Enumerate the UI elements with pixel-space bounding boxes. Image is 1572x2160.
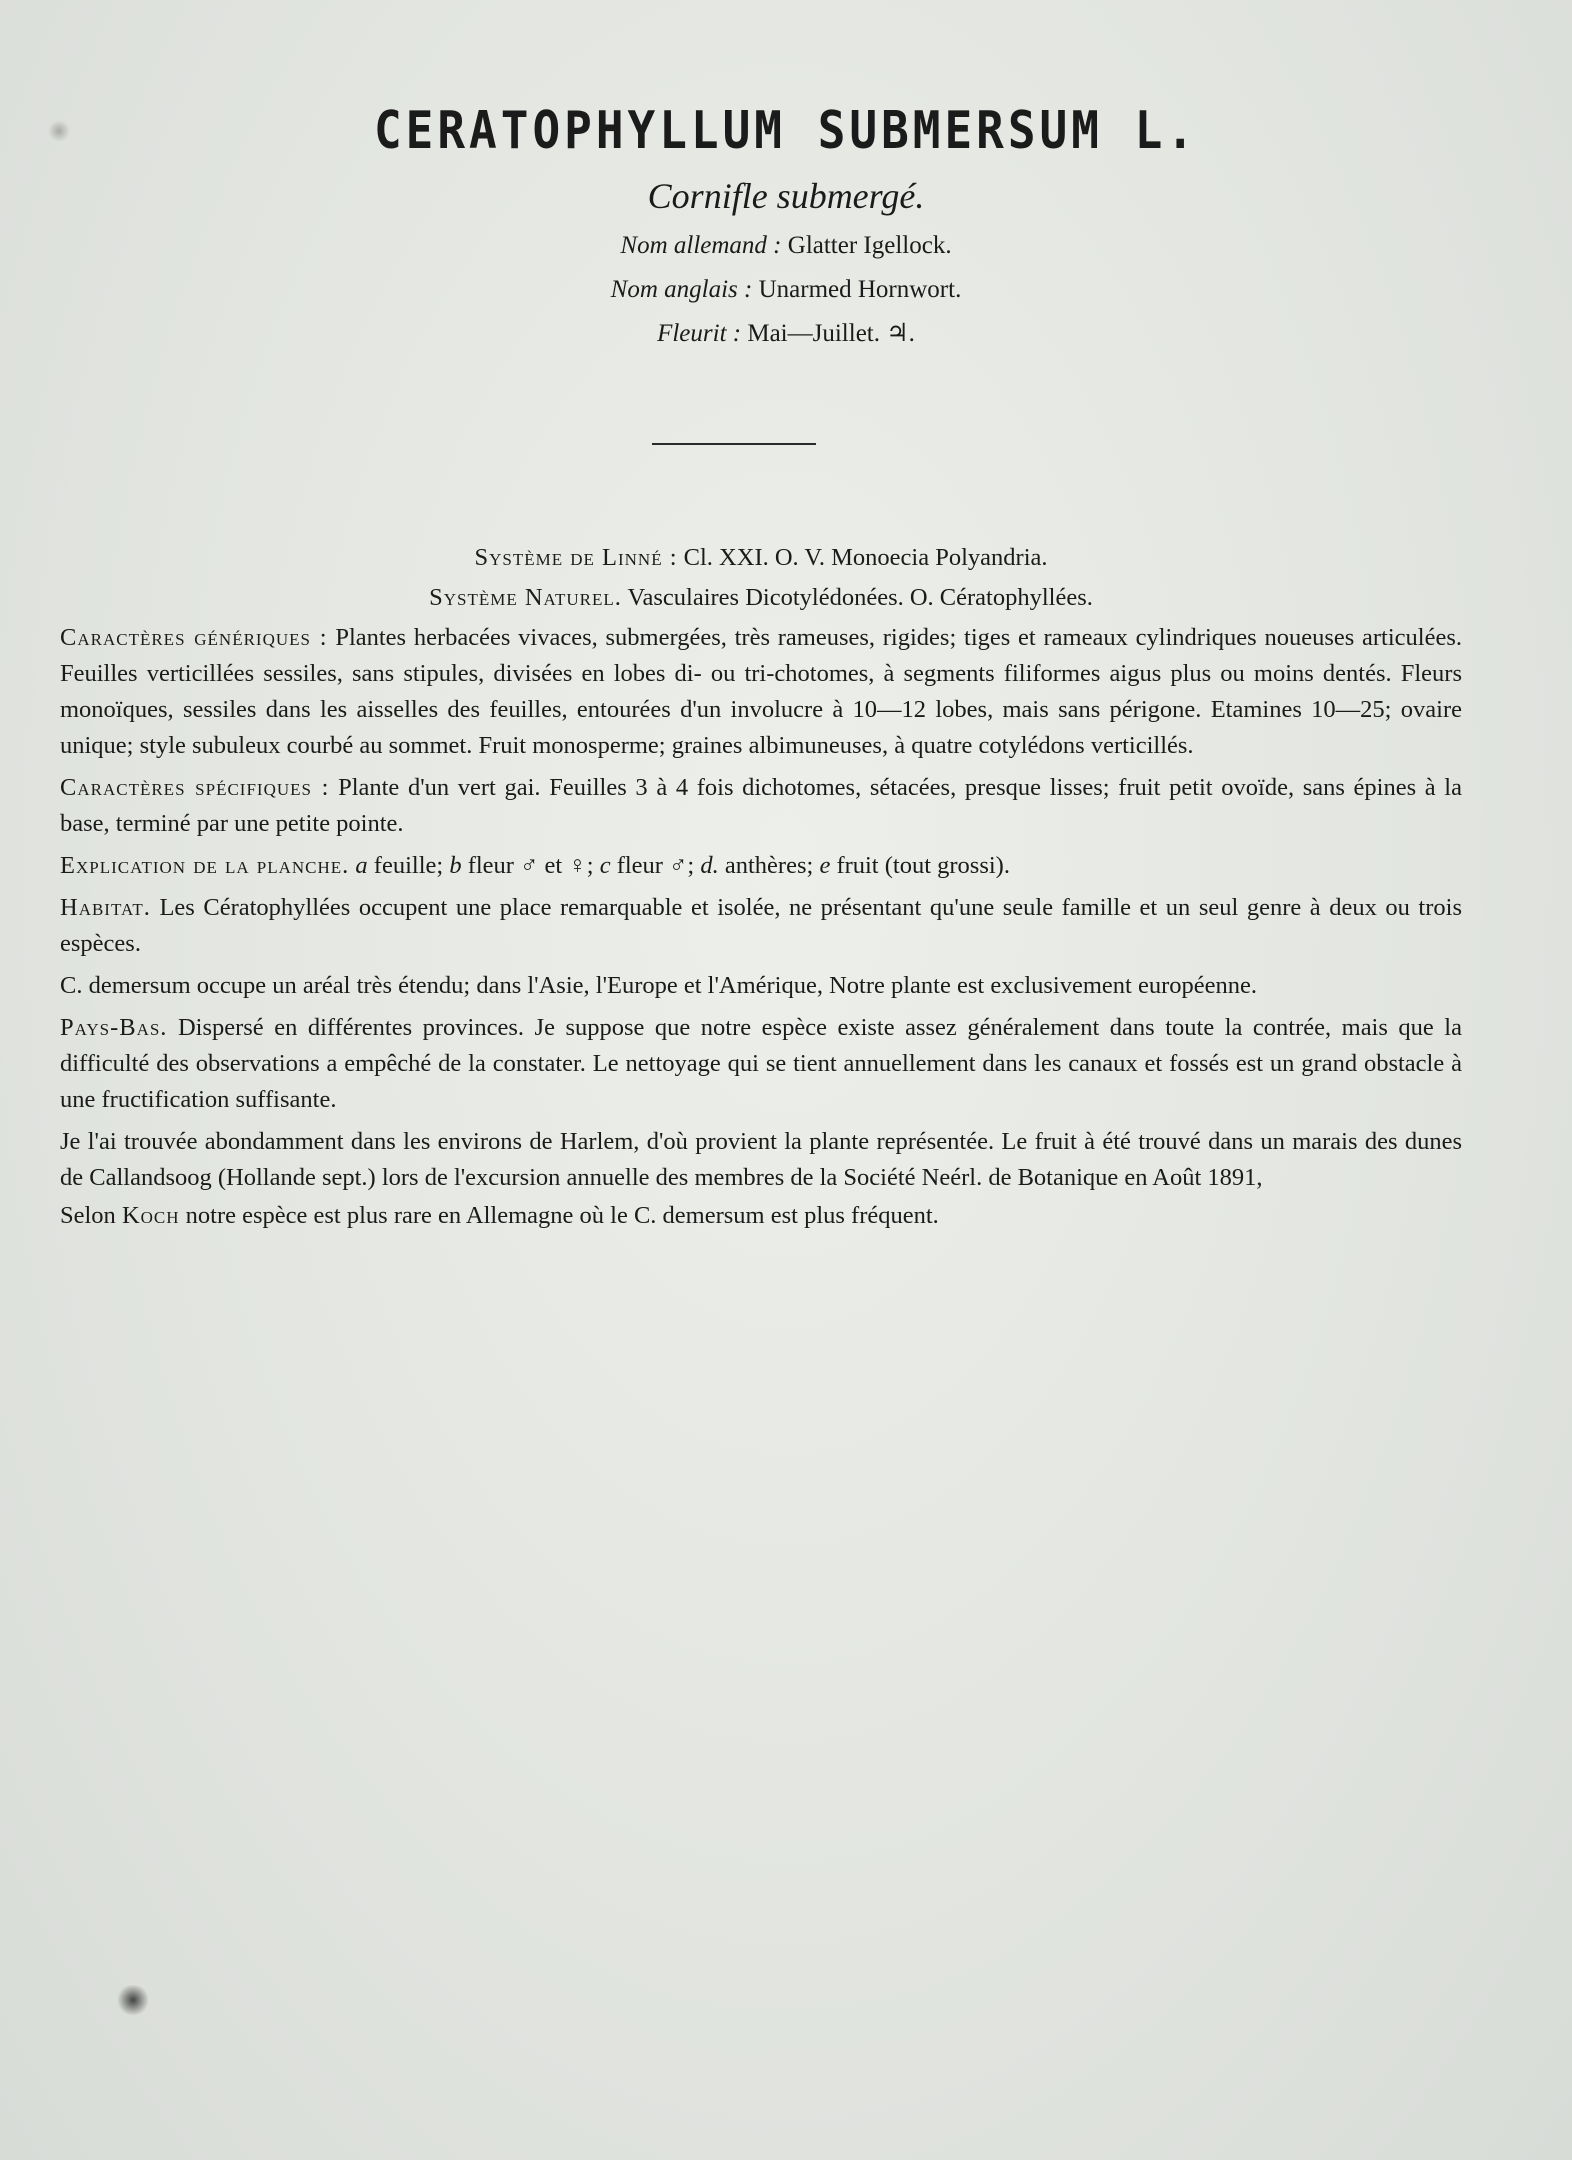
explication-key-a: a	[349, 852, 368, 879]
generic-characters-paragraph	[60, 620, 1462, 764]
explication-text-b: fleur ♂ et ♀;	[461, 852, 600, 879]
koch-post: notre espèce est plus rare en Allemagne où le C. demersum est plus fréquent.	[179, 1202, 939, 1229]
plate-explanation-paragraph	[60, 848, 1462, 884]
linne-system-line	[60, 540, 1462, 576]
demersum-paragraph: C. demersum occupe un aréal très étendu; dans l'Asie, l'Europe et l'Amérique, Notre plante est exclusivement européenne.	[60, 972, 1257, 999]
explication-text-a: feuille;	[367, 852, 450, 879]
english-name-line	[0, 268, 1572, 312]
ink-spot	[116, 1985, 150, 2015]
naturel-label: Système Naturel.	[429, 584, 622, 611]
habitat-label: Habitat.	[60, 894, 151, 921]
german-name-label: Nom allemand :	[620, 232, 782, 259]
german-name-line	[0, 224, 1572, 268]
habitat-text: Les Cératophyllées occupent une place remarquable et isolée, ne présentant qu'une seule famille et un seul genre à deux ou trois espèces.	[60, 894, 1462, 957]
linne-value: Cl. XXI. O. V. Monoecia Polyandria.	[677, 544, 1048, 571]
koch-paragraph	[60, 1198, 1462, 1234]
description-body	[60, 540, 1462, 1240]
natural-system-line	[60, 580, 1462, 616]
english-name-value: Unarmed Hornwort.	[752, 276, 962, 303]
generic-label: Caractères génériques :	[60, 624, 328, 651]
generic-text: Plantes herbacées vivaces, submergées, très rameuses, rigides; tiges et rameaux cylindriques noueuses articulées. Feuilles verticillées sessiles, sans stipules, divisées en lobes di- ou tri-chotomes, à segments filiformes aigus plus ou moins dentés. Fleurs monoïques, sessiles dans les aisselles des feuilles, entourées d'un involucre à 10—12 lobes, mais sans périgone. Etamines 10—25; ovaire unique; style subuleux courbé au sommet. Fruit monosperme; graines albimuneuses, à quatre cotylédons verticillés.	[60, 624, 1462, 759]
species-title: CERATOPHYLLUM SUBMERSUM L.	[373, 99, 1199, 161]
explication-key-d: d.	[700, 852, 719, 879]
naturel-value: Vasculaires Dicotylédonées. O. Cératophyllées.	[621, 584, 1093, 611]
habitat-paragraph	[60, 890, 1462, 962]
paysbas-text: Dispersé en différentes provinces. Je suppose que notre espèce existe assez généralement dans toute la contrée, mais que la difficulté des observations a empêché de la constater. Le nettoyage qui se tient annuellement dans les canaux et fossés est un grand obstacle à une fructification suffisante.	[60, 1014, 1462, 1113]
flowering-line	[0, 312, 1572, 356]
english-name-label: Nom anglais :	[610, 276, 753, 303]
explication-label: Explication de la planche.	[60, 852, 350, 879]
koch-name: Koch	[121, 1202, 180, 1229]
netherlands-paragraph	[60, 1010, 1462, 1118]
flowering-label: Fleurit :	[657, 320, 742, 347]
french-name: Cornifle submergé.	[647, 176, 925, 216]
explication-key-b: b	[449, 852, 462, 879]
specific-characters-paragraph	[60, 770, 1462, 842]
specific-label: Caractères spécifiques :	[60, 774, 330, 801]
divider-rule	[652, 443, 816, 445]
explication-text-d: anthères;	[718, 852, 820, 879]
koch-pre: Selon	[60, 1202, 122, 1229]
explication-key-e: e	[819, 852, 831, 879]
german-name-value: Glatter Igellock.	[781, 232, 952, 259]
harlem-paragraph: Je l'ai trouvée abondamment dans les environs de Harlem, d'où provient la plante représentée. Le fruit à été trouvé dans un marais des dunes de Callandsoog (Hollande sept.) lors de l'excursion annuelle des membres de la Société Neérl. de Botanique en Août 1891,	[60, 1128, 1462, 1191]
paysbas-label: Pays-Bas.	[60, 1014, 168, 1041]
explication-key-c: c	[599, 852, 611, 879]
linne-label: Système de Linné :	[474, 544, 678, 571]
plate-header	[0, 100, 1572, 356]
explication-text-c: fleur ♂;	[610, 852, 701, 879]
specific-text: Plante d'un vert gai. Feuilles 3 à 4 fois dichotomes, sétacées, presque lisses; fruit petit ovoïde, sans épines à la base, terminé par une petite pointe.	[60, 774, 1462, 837]
explication-text-e: fruit (tout grossi).	[830, 852, 1010, 879]
flowering-value: Mai—Juillet. ♃.	[741, 320, 915, 347]
